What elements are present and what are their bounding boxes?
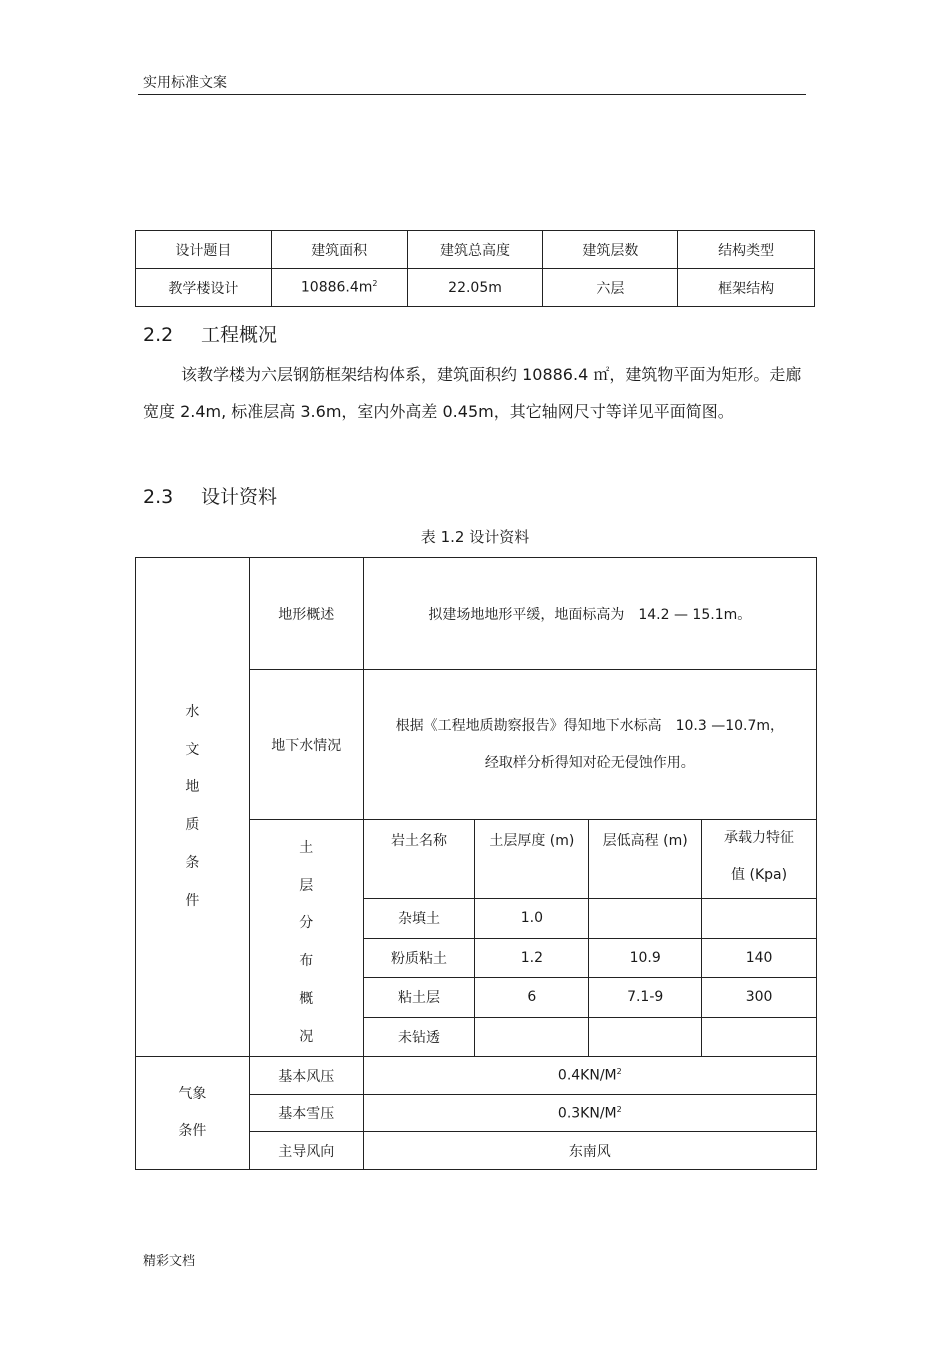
weather-label: 基本风压 (249, 1057, 363, 1095)
soil-cell: 300 (702, 978, 817, 1018)
page-footer: 精彩文档 (143, 1254, 196, 1269)
section-title: 设计资料 (201, 486, 278, 508)
building-summary-table (135, 230, 815, 307)
area-superscript: 2 (372, 279, 378, 289)
soil-cell (589, 899, 702, 939)
soil-cell: 未钻透 (363, 1017, 475, 1057)
soil-header-cell: 层低高程 (m) (589, 820, 702, 899)
table-row (136, 269, 815, 307)
weather-label: 基本雪压 (249, 1095, 363, 1132)
soil-cell (589, 1017, 702, 1057)
soil-header-cell: 岩土名称 (363, 820, 475, 899)
overview-paragraph (143, 356, 808, 430)
soil-cell: 粘土层 (363, 978, 475, 1018)
soil-cell: 杂填土 (363, 899, 475, 939)
weather-row (136, 1057, 817, 1095)
groundwater-line-1: 根据《工程地质勘察报告》得知地下水标高 10.3 —10.7m， (395, 717, 785, 734)
soil-header-cell: 土层厚度 (m) (475, 820, 589, 899)
soil-distribution-label (249, 820, 363, 1057)
table-cell-area (271, 269, 407, 307)
table-cell: 框架结构 (678, 269, 815, 307)
table-cell: 六层 (543, 269, 678, 307)
soil-cell: 140 (702, 938, 817, 978)
weather-group-label (136, 1057, 250, 1170)
hydro-geology-group-label (136, 558, 250, 1057)
snow-pressure-sup: 2 (616, 1104, 622, 1114)
table-header-cell: 建筑总高度 (407, 231, 543, 269)
soil-cell: 10.9 (589, 938, 702, 978)
table-header-cell: 建筑面积 (271, 231, 407, 269)
soil-header-cell: 承载力特征 值 (Kpa) (702, 820, 817, 899)
table-header-cell: 结构类型 (678, 231, 815, 269)
table-cell: 22.05m (407, 269, 543, 307)
wind-pressure-sup: 2 (616, 1067, 622, 1077)
section-number: 2.2 (143, 324, 174, 346)
soil-cell (702, 1017, 817, 1057)
weather-label: 主导风向 (249, 1132, 363, 1170)
groundwater-label: 地下水情况 (249, 670, 363, 820)
soil-cell: 7.1-9 (589, 978, 702, 1018)
groundwater-line-2: 经取样分析得知对砼无侵蚀作用。 (484, 754, 695, 771)
terrain-label: 地形概述 (249, 558, 363, 670)
soil-cell: 1.0 (475, 899, 589, 939)
table-header-cell: 建筑层数 (543, 231, 678, 269)
table-cell: 教学楼设计 (136, 269, 272, 307)
overview-text: 该教学楼为六层钢筋框架结构体系，建筑面积约 10886.4 ㎡，建筑物平面为矩形。走廊宽度 2.4m, 标准层高 3.6m，室内外高差 0.45m，其它轴网尺寸等详见平面简图。 (143, 365, 802, 421)
header-rule (138, 94, 806, 95)
weather-value (363, 1095, 816, 1132)
wind-pressure-value: 0.4KN/M (557, 1068, 617, 1085)
table-caption: 表 1.2 设计资料 (420, 528, 530, 546)
soil-cell: 1.2 (475, 938, 589, 978)
snow-pressure-value: 0.3KN/M (557, 1105, 617, 1122)
section-title: 工程概况 (201, 324, 278, 346)
table-row (136, 558, 817, 670)
page-header: 实用标准文案 (143, 75, 227, 91)
groundwater-value (363, 670, 816, 820)
soil-cell: 6 (475, 978, 589, 1018)
table-header-cell: 设计题目 (136, 231, 272, 269)
terrain-value: 拟建场地地形平缓，地面标高为 14.2 — 15.1m。 (363, 558, 816, 670)
section-heading-2-2 (143, 320, 277, 347)
weather-label-text: 气象 条件 (178, 1085, 207, 1140)
table-header-row (136, 231, 815, 269)
weather-value: 东南风 (363, 1132, 816, 1170)
soil-label-text: 土 层 分 布 概 况 (299, 840, 314, 1045)
soil-cell: 粉质粘土 (363, 938, 475, 978)
group-label-text: 水 文 地 质 条 件 (185, 704, 200, 909)
area-value: 10886.4m (300, 279, 373, 296)
weather-value (363, 1057, 816, 1095)
design-data-table (135, 557, 817, 1170)
soil-cell (702, 899, 817, 939)
soil-cell (475, 1017, 589, 1057)
section-heading-2-3 (143, 482, 277, 509)
section-number: 2.3 (143, 486, 174, 508)
